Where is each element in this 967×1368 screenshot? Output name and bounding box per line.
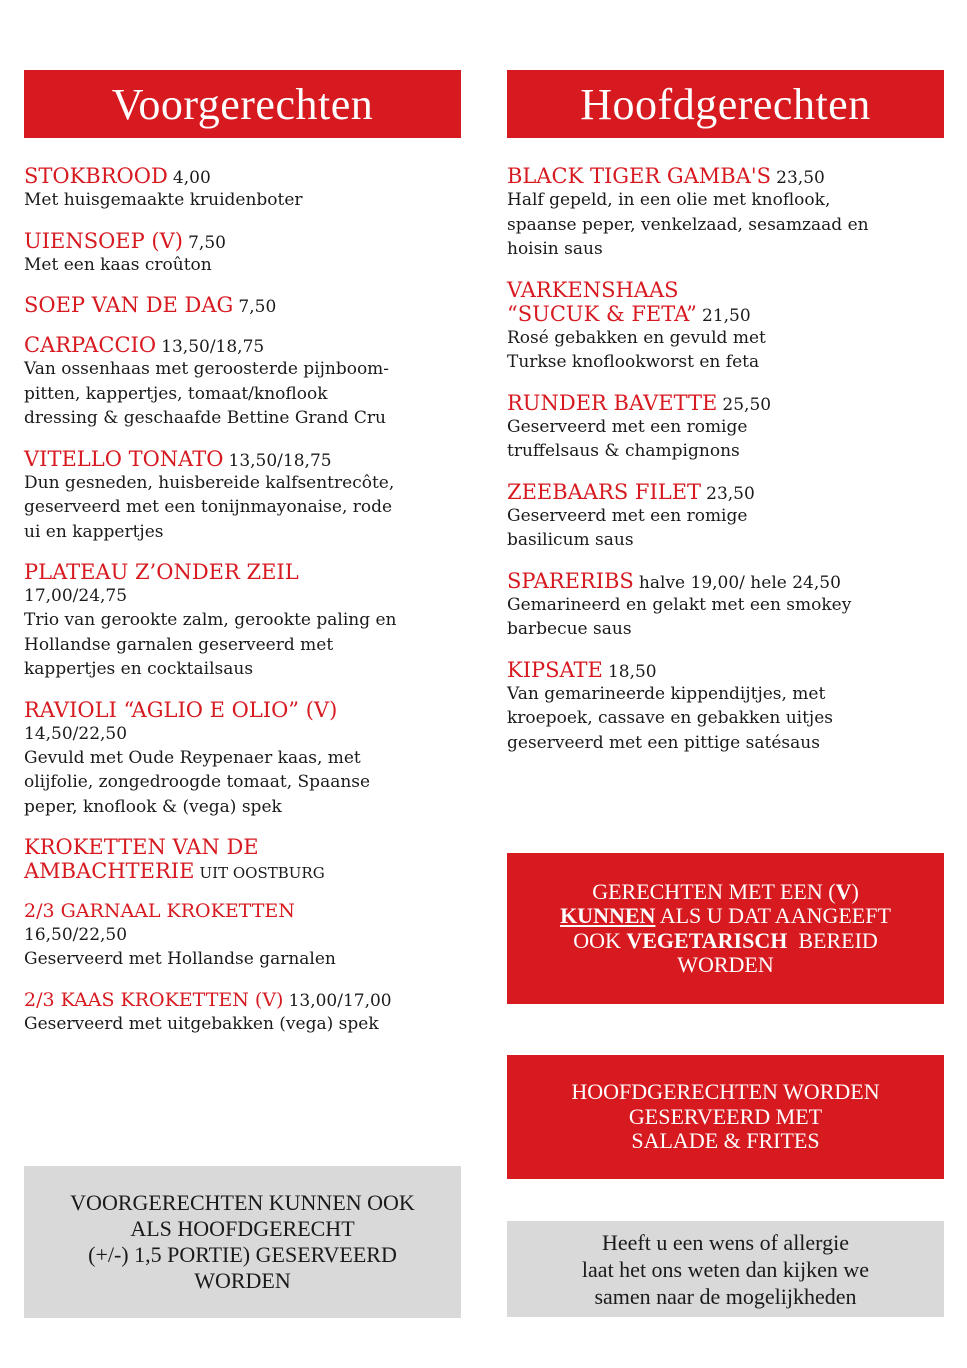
item-price: 13,00/17,00 [288,990,392,1011]
item-desc: pitten, kappertjes, tomaat/knoflook [24,383,328,404]
note-line: (+/-) 1,5 PORTIE) GESERVEERD [88,1242,397,1267]
item-desc: Geserveerd met Hollandse garnalen [24,949,336,969]
item-desc: Hollandse garnalen geserveerd met [24,634,334,655]
allergy-line: samen naar de mogelijkheden [594,1283,857,1309]
item-name: VITELLO TONATO [24,446,224,471]
note-line: ALS HOOFDGERECHT [130,1216,355,1241]
menu-item-spareribs [507,569,944,642]
menu-item-kaas-kroketten [24,988,461,1037]
allergy-line: laat het ons weten dan kijken we [581,1256,870,1282]
menu-item-garnaal-kroketten [24,899,461,972]
item-name: KIPSATE [507,657,603,682]
item-desc: Gemarineerd en gelakt met een smokey [507,594,852,615]
item-name: 2/3 KAAS KROKETTEN (V) [24,988,284,1011]
veg-emphasis: KUNNEN [560,903,656,928]
item-desc: Trio van gerookte zalm, gerookte paling en [24,610,397,630]
item-price: 18,50 [607,661,657,682]
veg-text: OOK [573,927,627,953]
sides-line: SALADE & FRITES [631,1128,820,1154]
item-desc: peper, knoflook & (vega) spek [24,796,282,817]
item-name: BLACK TIGER GAMBA'S [507,164,772,188]
note-line: VOORGERECHTEN KUNNEN OOK [70,1190,415,1215]
item-price: 7,50 [238,297,277,317]
item-price: 4,00 [172,168,211,188]
veg-text: WORDEN [677,952,774,977]
item-desc: Van gemarineerde kippendijtjes, met [507,683,826,704]
item-price: 23,50 [706,483,755,504]
item-desc: Half gepeld, in een olie met knoflook, [507,190,831,210]
item-desc: geserveerd met een tonijnmayonaise, rode [24,497,393,517]
item-price: 13,50/18,75 [161,337,265,357]
menu-item-varkenshaas [507,278,944,375]
item-price: 13,50/18,75 [228,450,332,471]
sides-line: GESERVEERD MET [628,1103,823,1129]
item-desc: geserveerd met een pittige satésaus [507,732,820,753]
item-price: 17,00/24,75 [24,586,128,606]
item-name: SOEP VAN DE DAG [24,293,234,317]
voorgerechten-note-box [24,1166,461,1318]
item-desc: Geserveerd met een romige [507,505,748,526]
sides-info-box [507,1055,944,1179]
veg-text: GERECHTEN MET EEN ( [592,878,836,904]
vegetarisch-info-box [507,853,944,1004]
menu-item-vitello-tonato [24,447,461,545]
hoofdgerechten-header: Hoofdgerechten [507,70,944,138]
voorgerechten-header: Voorgerechten [24,70,461,138]
item-name: VARKENSHAAS [507,277,679,302]
veg-emphasis: VEGETARISCH [626,927,788,953]
item-price: 23,50 [776,168,825,188]
item-desc: olijfolie, zongedroogde tomaat, Spaanse [24,772,371,792]
item-name: UIENSOEP (V) [24,228,183,253]
item-name: 2/3 GARNAAL KROKETTEN [24,900,295,922]
item-desc: Geserveerd met uitgebakken (vega) spek [24,1013,379,1034]
item-name: “SUCUK & FETA” [507,301,697,326]
voorgerechten-column [24,70,461,1052]
menu-item-runder-bavette [507,391,944,464]
item-desc: Turkse knoflookworst en feta [507,352,760,372]
section-origin: UIT OOSTBURG [199,864,325,882]
veg-text: ALS U DAT AANGEEFT [655,903,891,928]
menu-item-carpaccio [24,333,461,431]
item-desc: basilicum saus [507,530,634,550]
menu-item-stokbrood [24,164,461,213]
item-name: STOKBROOD [24,164,168,188]
hoofdgerechten-column [507,70,944,771]
allergy-info-box [507,1221,944,1317]
item-desc: hoisin saus [507,239,603,259]
item-price: 7,50 [188,232,226,253]
item-desc: Gevuld met Oude Reypenaer kaas, met [24,747,361,768]
item-price: 14,50/22,50 [24,723,128,744]
veg-mark: V [835,878,852,904]
item-price: halve 19,00/ hele 24,50 [638,572,841,593]
item-desc: Rosé gebakken en gevuld met [507,327,766,348]
menu-item-kipsate [507,658,944,756]
item-desc: spaanse peper, venkelzaad, sesamzaad en [507,214,869,235]
item-name: ZEEBAARS FILET [507,479,702,504]
section-title: KROKETTEN VAN DE [24,835,259,859]
item-desc: Van ossenhaas met geroosterde pijnboom- [24,359,390,379]
item-name: RAVIOLI “AGLIO E OLIO” (V) [24,697,338,722]
veg-text: ) [851,878,859,904]
item-price: 16,50/22,50 [24,925,128,945]
item-desc: Met een kaas croûton [24,254,212,275]
item-desc: Dun gesneden, huisbereide kalfsentrecôte, [24,472,395,493]
item-desc: ui en kappertjes [24,521,164,542]
item-desc: kroepoek, cassave en gebakken uitjes [507,708,833,728]
item-desc: truffelsaus & champignons [507,441,740,461]
item-desc: Geserveerd met een romige [507,416,748,437]
item-name: RUNDER BAVETTE [507,390,718,415]
veg-text: BEREID [787,927,878,953]
item-desc: barbecue saus [507,619,632,639]
sides-line: HOOFDGERECHTEN WORDEN [571,1079,880,1105]
allergy-line: Heeft u een wens of allergie [602,1229,849,1255]
item-price: 25,50 [722,394,772,415]
item-desc: Met huisgemaakte kruidenboter [24,190,303,210]
item-desc: dressing & geschaafde Bettine Grand Cru [24,408,386,428]
note-line: WORDEN [194,1268,291,1293]
menu-item-uiensoep [24,229,461,278]
item-name: CARPACCIO [24,333,157,357]
menu-item-ravioli [24,698,461,820]
menu-item-plateau [24,560,461,682]
item-name: SPARERIBS [507,568,634,593]
item-name: PLATEAU Z’ONDER ZEIL [24,560,299,584]
item-desc: kappertjes en cocktailsaus [24,659,254,679]
menu-item-zeebaars [507,480,944,553]
item-price: 21,50 [702,305,751,326]
section-title: AMBACHTERIE [24,859,195,883]
menu-item-black-tiger [507,164,944,262]
menu-item-soep-van-de-dag [24,293,461,317]
menu-section-kroketten [24,835,461,883]
